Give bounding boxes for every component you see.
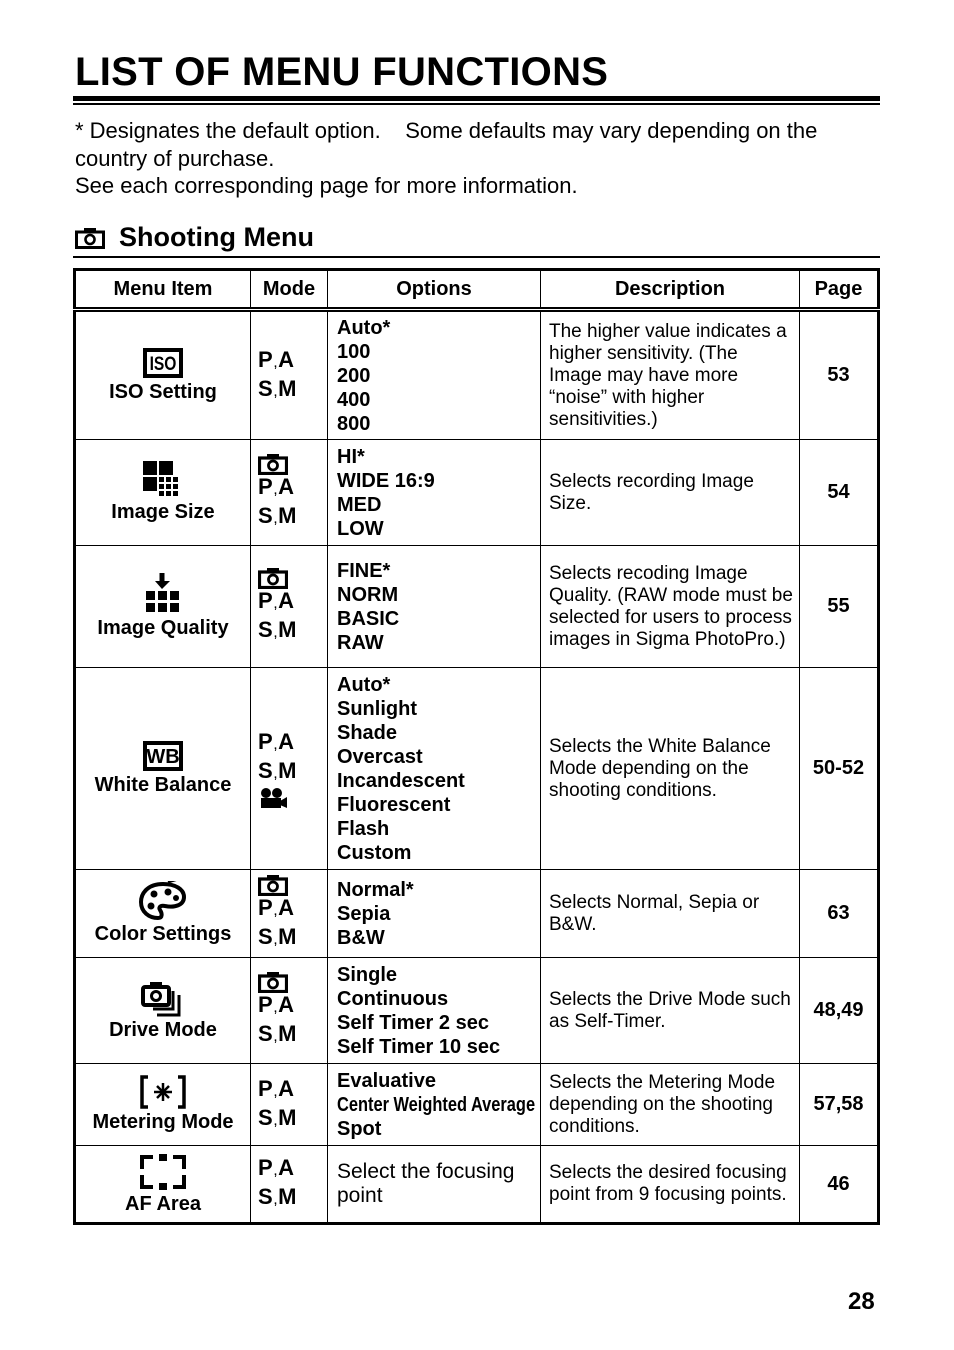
menu-item-label: Metering Mode <box>92 1111 234 1133</box>
mode-a: A <box>278 895 295 920</box>
mode-m: M <box>278 1184 297 1209</box>
svg-text:ISO: ISO <box>149 352 177 375</box>
drive-mode-icon <box>76 979 250 1017</box>
table-header-row <box>75 270 879 310</box>
mode-a: A <box>278 1155 295 1180</box>
option: Single <box>337 963 398 986</box>
mode-line <box>258 1021 327 1050</box>
section-title: Shooting Menu <box>119 222 314 252</box>
mode-line <box>258 474 327 503</box>
mode-sep: , <box>273 735 279 753</box>
mode-s: S <box>258 375 274 401</box>
mode-m: M <box>278 375 297 401</box>
camera-mode-icon <box>258 874 288 896</box>
mode-sep: , <box>273 510 279 527</box>
mode-sep: , <box>273 1028 279 1045</box>
mode-p: P <box>258 728 274 754</box>
page-number: 28 <box>848 1288 875 1315</box>
camera-icon <box>75 227 105 249</box>
mode-sep: , <box>273 481 279 498</box>
option: Fluorescent <box>337 793 451 816</box>
menu-item-label: Color Settings <box>94 923 232 945</box>
option: Self Timer 2 sec <box>337 1011 489 1034</box>
options-cell <box>328 668 541 870</box>
camera-mode-icon <box>258 567 288 589</box>
option: Select the focusing point <box>337 1160 515 1207</box>
mode-p: P <box>258 895 274 920</box>
mode-sep: , <box>273 1162 279 1179</box>
menu-item-cell <box>75 958 251 1064</box>
menu-item-label: ISO Setting <box>109 381 217 403</box>
option: Self Timer 10 sec <box>337 1035 501 1058</box>
option: LOW <box>337 517 384 540</box>
option: 400 <box>337 388 371 411</box>
page-ref-cell: 63 <box>800 870 879 958</box>
section-rule <box>73 256 880 258</box>
option: Flash <box>337 817 390 840</box>
table-row <box>75 668 879 870</box>
mode-sep: , <box>273 999 279 1016</box>
options-cell <box>328 1064 541 1146</box>
description-cell: Selects the White Balance Mode depending on the shooting conditions. <box>541 668 800 870</box>
menu-item-cell <box>75 1064 251 1146</box>
mode-p: P <box>258 1155 274 1180</box>
section-heading <box>75 222 314 253</box>
header-options: Options <box>328 270 541 310</box>
menu-item-cell <box>75 870 251 958</box>
options-cell <box>328 870 541 958</box>
mode-m: M <box>278 617 297 642</box>
option: RAW <box>337 631 384 654</box>
mode-line <box>258 617 327 646</box>
mode-sep: , <box>273 1082 279 1100</box>
option: Evaluative <box>337 1069 436 1092</box>
page-title: LIST OF MENU FUNCTIONS <box>75 50 609 94</box>
mode-m: M <box>278 924 297 949</box>
page-ref-cell: 57,58 <box>800 1064 879 1146</box>
mode-line <box>258 1076 327 1105</box>
menu-item-cell <box>75 1146 251 1224</box>
table-row <box>75 1064 879 1146</box>
option: NORM <box>337 583 399 606</box>
mode-line <box>258 1184 327 1213</box>
mode-a: A <box>278 992 295 1017</box>
mode-line <box>258 758 327 787</box>
table-row <box>75 1146 879 1224</box>
mode-line <box>258 1105 327 1134</box>
option: 100 <box>337 340 371 363</box>
svg-text:WB: WB <box>146 746 180 768</box>
table-row <box>75 546 879 668</box>
options-cell <box>328 310 541 440</box>
mode-s: S <box>258 757 274 783</box>
mode-cell <box>251 546 328 668</box>
header-description: Description <box>541 270 800 310</box>
option: Sepia <box>337 902 391 925</box>
af-area-icon <box>76 1153 250 1191</box>
mode-p: P <box>258 1075 274 1101</box>
option: B&W <box>337 926 385 949</box>
mode-s: S <box>258 1184 274 1209</box>
description-cell: Selects the desired focusing point from 9 focusing points. <box>541 1146 800 1224</box>
intro-line: * Designates the default option. Some defaults may vary depending on the <box>75 118 818 143</box>
header-mode: Mode <box>251 270 328 310</box>
mode-m: M <box>278 1021 297 1046</box>
options-cell <box>328 546 541 668</box>
options-cell <box>328 440 541 546</box>
page-ref-cell: 46 <box>800 1146 879 1224</box>
table-row <box>75 440 879 546</box>
table-row <box>75 870 879 958</box>
iso-icon <box>76 347 250 379</box>
mode-line <box>258 1155 327 1184</box>
movie-mode-icon <box>258 787 288 809</box>
table-row <box>75 310 879 440</box>
menu-item-label: White Balance <box>94 774 232 796</box>
description-cell: Selects recording Image Size. <box>541 440 800 546</box>
camera-mode-icon <box>258 453 288 475</box>
menu-functions-table <box>73 268 880 1225</box>
mode-line <box>258 992 327 1021</box>
mode-line <box>258 729 327 758</box>
mode-p: P <box>258 588 274 613</box>
mode-cell <box>251 958 328 1064</box>
mode-cell <box>251 1146 328 1224</box>
option: FINE* <box>337 559 391 582</box>
options-cell <box>328 1146 541 1224</box>
mode-a: A <box>278 1075 295 1101</box>
mode-s: S <box>258 1104 274 1130</box>
mode-sep: , <box>273 353 279 371</box>
image-quality-icon <box>76 573 250 615</box>
mode-m: M <box>278 1104 297 1130</box>
mode-a: A <box>278 588 295 613</box>
mode-a: A <box>278 346 295 372</box>
option: WIDE 16:9 <box>337 469 435 492</box>
mode-cell <box>251 870 328 958</box>
page-ref-cell: 54 <box>800 440 879 546</box>
mode-cell <box>251 310 328 440</box>
option: Normal* <box>337 878 414 901</box>
intro-line: See each corresponding page for more information. <box>75 173 578 198</box>
description-cell: Selects the Metering Mode depending on the shooting conditions. <box>541 1064 800 1146</box>
white-balance-icon <box>76 740 250 772</box>
camera-mode-icon <box>258 971 288 993</box>
metering-icon <box>76 1075 250 1109</box>
mode-cell <box>251 1064 328 1146</box>
option: Incandescent <box>337 769 465 792</box>
mode-p: P <box>258 346 274 372</box>
image-size-icon <box>76 461 250 499</box>
mode-sep: , <box>273 764 279 782</box>
option: HI* <box>337 445 365 468</box>
mode-a: A <box>278 728 295 754</box>
description-cell: Selects recoding Image Quality. (RAW mode must be selected for users to process images in Sigma PhotoPro.) <box>541 546 800 668</box>
option: Overcast <box>337 745 423 768</box>
mode-s: S <box>258 924 274 949</box>
description-cell: The higher value indicates a higher sensitivity. (The Image may have more “noise” with higher sensitivities.) <box>541 310 800 440</box>
mode-sep: , <box>273 382 279 400</box>
option: 800 <box>337 412 371 435</box>
mode-sep: , <box>273 1111 279 1129</box>
description-cell: Selects the Drive Mode such as Self-Timer. <box>541 958 800 1064</box>
page-ref-cell: 53 <box>800 310 879 440</box>
title-rule <box>73 96 880 101</box>
mode-line <box>258 347 327 376</box>
option: Custom <box>337 841 412 864</box>
option: Continuous <box>337 987 449 1010</box>
options-cell <box>328 958 541 1064</box>
page-ref-cell: 48,49 <box>800 958 879 1064</box>
mode-m: M <box>278 757 297 783</box>
option: Auto* <box>337 316 391 339</box>
mode-sep: , <box>273 931 279 948</box>
header-page: Page <box>800 270 879 310</box>
option: MED <box>337 493 382 516</box>
intro-text <box>75 117 885 200</box>
mode-sep: , <box>273 595 279 612</box>
intro-line: country of purchase. <box>75 145 275 171</box>
mode-s: S <box>258 503 274 528</box>
menu-item-cell <box>75 310 251 440</box>
menu-item-label: Drive Mode <box>109 1019 217 1041</box>
mode-p: P <box>258 992 274 1017</box>
menu-item-label: Image Size <box>111 501 215 523</box>
mode-line <box>258 924 327 953</box>
mode-s: S <box>258 1021 274 1046</box>
mode-a: A <box>278 474 295 499</box>
option: Shade <box>337 721 398 744</box>
menu-item-cell <box>75 440 251 546</box>
table-row <box>75 958 879 1064</box>
menu-item-label: Image Quality <box>97 617 229 639</box>
mode-line <box>258 895 327 924</box>
mode-s: S <box>258 617 274 642</box>
color-palette-icon <box>76 881 250 921</box>
option: BASIC <box>337 607 400 630</box>
menu-item-label: AF Area <box>125 1192 201 1215</box>
mode-cell <box>251 668 328 870</box>
menu-item-cell <box>75 546 251 668</box>
description-cell: Selects Normal, Sepia or B&W. <box>541 870 800 958</box>
page-ref-cell: 55 <box>800 546 879 668</box>
option: 200 <box>337 364 371 387</box>
mode-sep: , <box>273 624 279 641</box>
mode-p: P <box>258 474 274 499</box>
option: Auto* <box>337 673 391 696</box>
mode-line <box>258 376 327 405</box>
mode-sep: , <box>273 902 279 919</box>
page-ref-cell: 50-52 <box>800 668 879 870</box>
mode-m: M <box>278 503 297 528</box>
mode-line <box>258 503 327 532</box>
title-rule-thin <box>73 103 880 105</box>
option: Spot <box>337 1117 382 1140</box>
mode-line <box>258 588 327 617</box>
option: Sunlight <box>337 697 417 720</box>
header-menu-item: Menu Item <box>75 270 251 310</box>
mode-sep: , <box>273 1191 279 1208</box>
mode-cell <box>251 440 328 546</box>
option: Center Weighted Average <box>337 1093 536 1116</box>
menu-item-cell <box>75 668 251 870</box>
